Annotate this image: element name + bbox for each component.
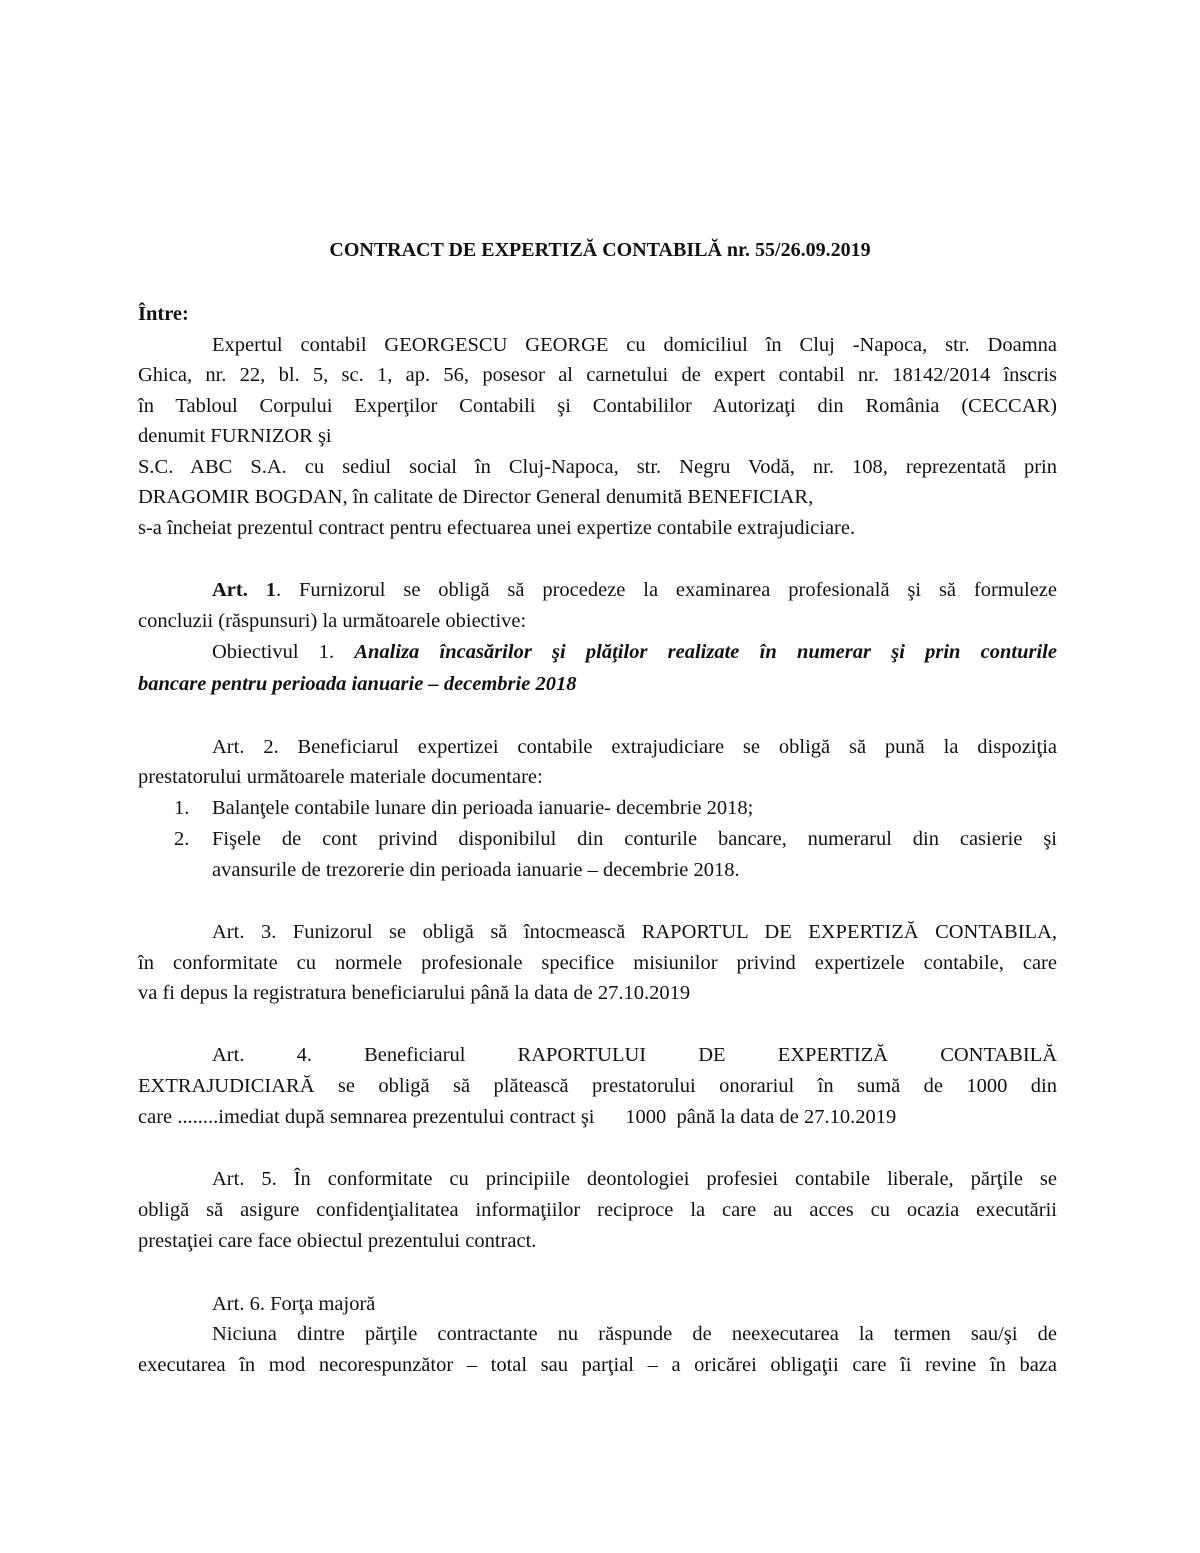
intro-line-1: Expertul contabil GEORGESCU GEORGE cu domiciliul în Cluj -Napoca, str. Doamna bbox=[212, 334, 1057, 356]
objective-prefix: Obiectivul 1. bbox=[212, 641, 355, 663]
intro-line-5: S.C. ABC S.A. cu sediul social în Cluj-Napoca, str. Negru Vodă, nr. 108, reprezentată prin bbox=[138, 456, 1057, 478]
art4-line-2: EXTRAJUDICIARĂ se obligă să plătească prestatorului onorariul în sumă de 1000 din bbox=[138, 1075, 1057, 1097]
art2-line-1: Art. 2. Beneficiarul expertizei contabile extrajudiciare se obligă să pună la dispoziţia bbox=[212, 736, 1057, 758]
art1-objective-line-1 bbox=[212, 638, 1057, 666]
art5-line-3: prestaţiei care face obiectul prezentului contract. bbox=[138, 1230, 537, 1252]
art6-line-2: executarea în mod necorespunzător – total sau parţial – a oricărei obligaţii care îi revine în baza bbox=[138, 1354, 1057, 1376]
art1-line-2: concluzii (răspunsuri) la următoarele obiective: bbox=[138, 610, 527, 632]
list-number-1: 1. bbox=[174, 797, 190, 819]
list-item-2-line-1: Fişele de cont privind disponibilul din conturile bancare, numerarul din casierie şi bbox=[212, 828, 1057, 850]
list-item-2-line-2: avansurile de trezorerie din perioada ianuarie – decembrie 2018. bbox=[212, 859, 740, 881]
art3-line-3: va fi depus la registratura beneficiarului până la data de 27.10.2019 bbox=[138, 982, 691, 1004]
art1-line-1 bbox=[212, 576, 1057, 604]
art6-line-1: Niciuna dintre părţile contractante nu răspunde de neexecutarea la termen sau/şi de bbox=[212, 1323, 1057, 1345]
intro-line-3: în Tabloul Corpului Experţilor Contabili şi Contabililor Autorizaţi din România (CECCAR) bbox=[138, 395, 1057, 417]
objective-text: Analiza încasărilor şi plăţilor realizate în numerar şi prin conturile bbox=[354, 641, 1057, 663]
art2-line-2: prestatorului următoarele materiale documentare: bbox=[138, 766, 543, 788]
parties-label: Între: bbox=[138, 303, 189, 325]
contract-title: CONTRACT DE EXPERTIZĂ CONTABILĂ nr. 55/26.09.2019 bbox=[329, 239, 871, 261]
art3-line-1: Art. 3. Funizorul se obligă să întocmească RAPORTUL DE EXPERTIZĂ CONTABILA, bbox=[212, 921, 1057, 943]
art4-line-1: Art. 4. Beneficiarul RAPORTULUI DE EXPERTIZĂ CONTABILĂ bbox=[212, 1044, 1057, 1066]
intro-line-2: Ghica, nr. 22, bl. 5, sc. 1, ap. 56, posesor al carnetului de expert contabil nr. 18142/2014 înscris bbox=[138, 364, 1057, 386]
art3-line-2: în conformitate cu normele profesionale specifice misiunilor privind expertizele contabile, care bbox=[138, 952, 1057, 974]
art1-objective-line-2: bancare pentru perioada ianuarie – decembrie 2018 bbox=[138, 673, 577, 695]
list-item-1: Balanţele contabile lunare din perioada ianuarie- decembrie 2018; bbox=[212, 797, 754, 819]
intro-line-4: denumit FURNIZOR şi bbox=[138, 425, 332, 447]
art5-line-1: Art. 5. În conformitate cu principiile deontologiei profesiei contabile liberale, părţile se bbox=[212, 1168, 1057, 1190]
art4-line-3: care ........imediat după semnarea prezentului contract şi 1000 până la data de 27.10.2019 bbox=[138, 1106, 897, 1128]
art1-label: Art. 1 bbox=[212, 579, 276, 601]
art6-heading: Art. 6. Forţa majoră bbox=[212, 1293, 376, 1315]
intro-line-7: s-a încheiat prezentul contract pentru efectuarea unei expertize contabile extrajudiciare. bbox=[138, 517, 856, 539]
art5-line-2: obligă să asigure confidenţialitatea informaţiilor reciproce la care au acces cu ocazia executării bbox=[138, 1199, 1057, 1221]
list-number-2: 2. bbox=[174, 828, 190, 850]
intro-line-6: DRAGOMIR BOGDAN, în calitate de Director General denumită BENEFICIAR, bbox=[138, 486, 814, 508]
art1-line-1-text: . Furnizorul se obligă să procedeze la examinarea profesională şi să formuleze bbox=[275, 579, 1057, 601]
